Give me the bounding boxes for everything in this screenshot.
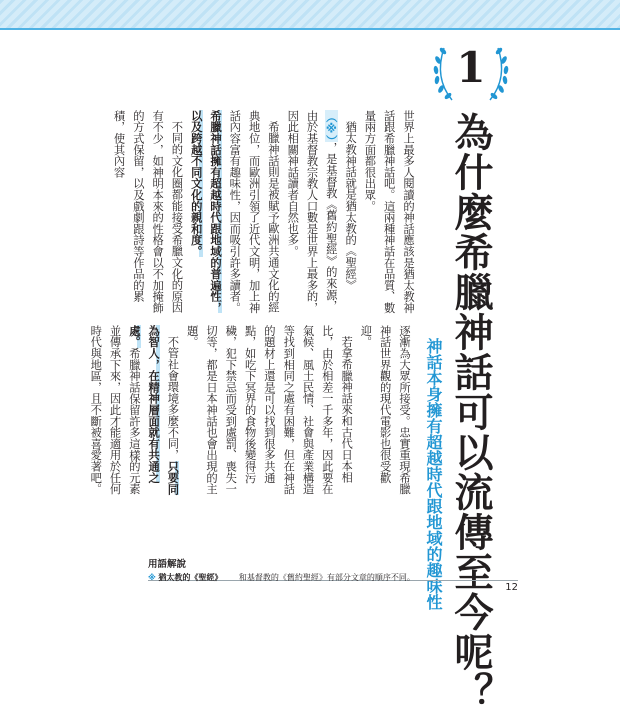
highlighted-text: 只要同為智人，在精神層面就有共通之處。 [127,325,180,495]
paragraph [186,110,282,321]
paragraph-text: 不管社會環境多麼不同， [166,336,180,461]
glossary-item [148,572,415,584]
paragraph: 世界上最多人閱讀的神話應該是猶太教神話跟希臘神話吧。這兩種神話在品質、數量兩方面都很出眾。 [363,110,415,314]
paragraph: 若拿希臘神話來和古代日本相比，由於相差一千多年，因此要在氣候、風土民情、社會與產業構造等找到相同之處有困難，但在神話的題材上還是可以找到很多共通點，如吃下冥界的食物後變得污穢，犯下禁忌而受到處罰、喪失一切等，都是日本神話也會出現的主題。 [185,325,354,495]
page-subtitle: 神話本身擁有超越時代跟地域的趣味性 [424,338,443,610]
paragraph: 不同的文化圈都能接受希臘文化的原因有不少，如神明本來的性格會以不加掩飾的方式保留，以及戲劇跟詩等作品的累積，使其內容 [112,110,184,314]
body-text-bottom [89,325,414,495]
paragraph-text: 希臘神話保留許多這樣的元素並傳承下來，因此才能適用於任何時代與地區，且不斷被喜愛著吧。 [89,325,141,495]
body-text-top [112,110,418,321]
paragraph [283,110,360,321]
paragraph-text: 猶太教神話就是猶太教的《聖經》 [344,121,358,291]
header-pattern-band [0,0,620,28]
footnote-marker: （※） [324,111,338,141]
chapter-badge [428,38,514,108]
glossary-term: 猶太教的《聖經》 [158,573,223,582]
paragraph-text: 希臘神話則是被賦予歐洲共通文化的經典地位，而歐洲引領了近代文明，加上神話內容富有趣味性，因而吸引許多讀者。 [228,110,280,314]
glossary-definition: 和基督教的《舊約聖經》有部分文章的順序不同。 [238,573,415,582]
paragraph-text: ，是基督教《舊約聖經》的來源，由於基督教宗教人口數是世界上最多的，因此相關神話讀者自然也多。 [286,110,338,314]
glossary-marker: ※ [148,573,156,582]
page-number: 12 [505,582,518,593]
page-title: 為什麼希臘神話可以流傳至今呢？ [448,112,493,712]
paragraph [86,325,182,495]
glossary-title: 用語解說 [148,559,187,570]
highlighted-text: 希臘神話擁有超越時代跟地域的普遍性，以及跨越不同文化的親和度。 [189,110,223,314]
chapter-number: 1 [456,43,486,92]
paragraph: 逐漸為大眾所接受。忠實重現希臘神話世界觀的現代電影也很受歡迎。 [359,325,411,495]
header-rule [0,28,620,30]
